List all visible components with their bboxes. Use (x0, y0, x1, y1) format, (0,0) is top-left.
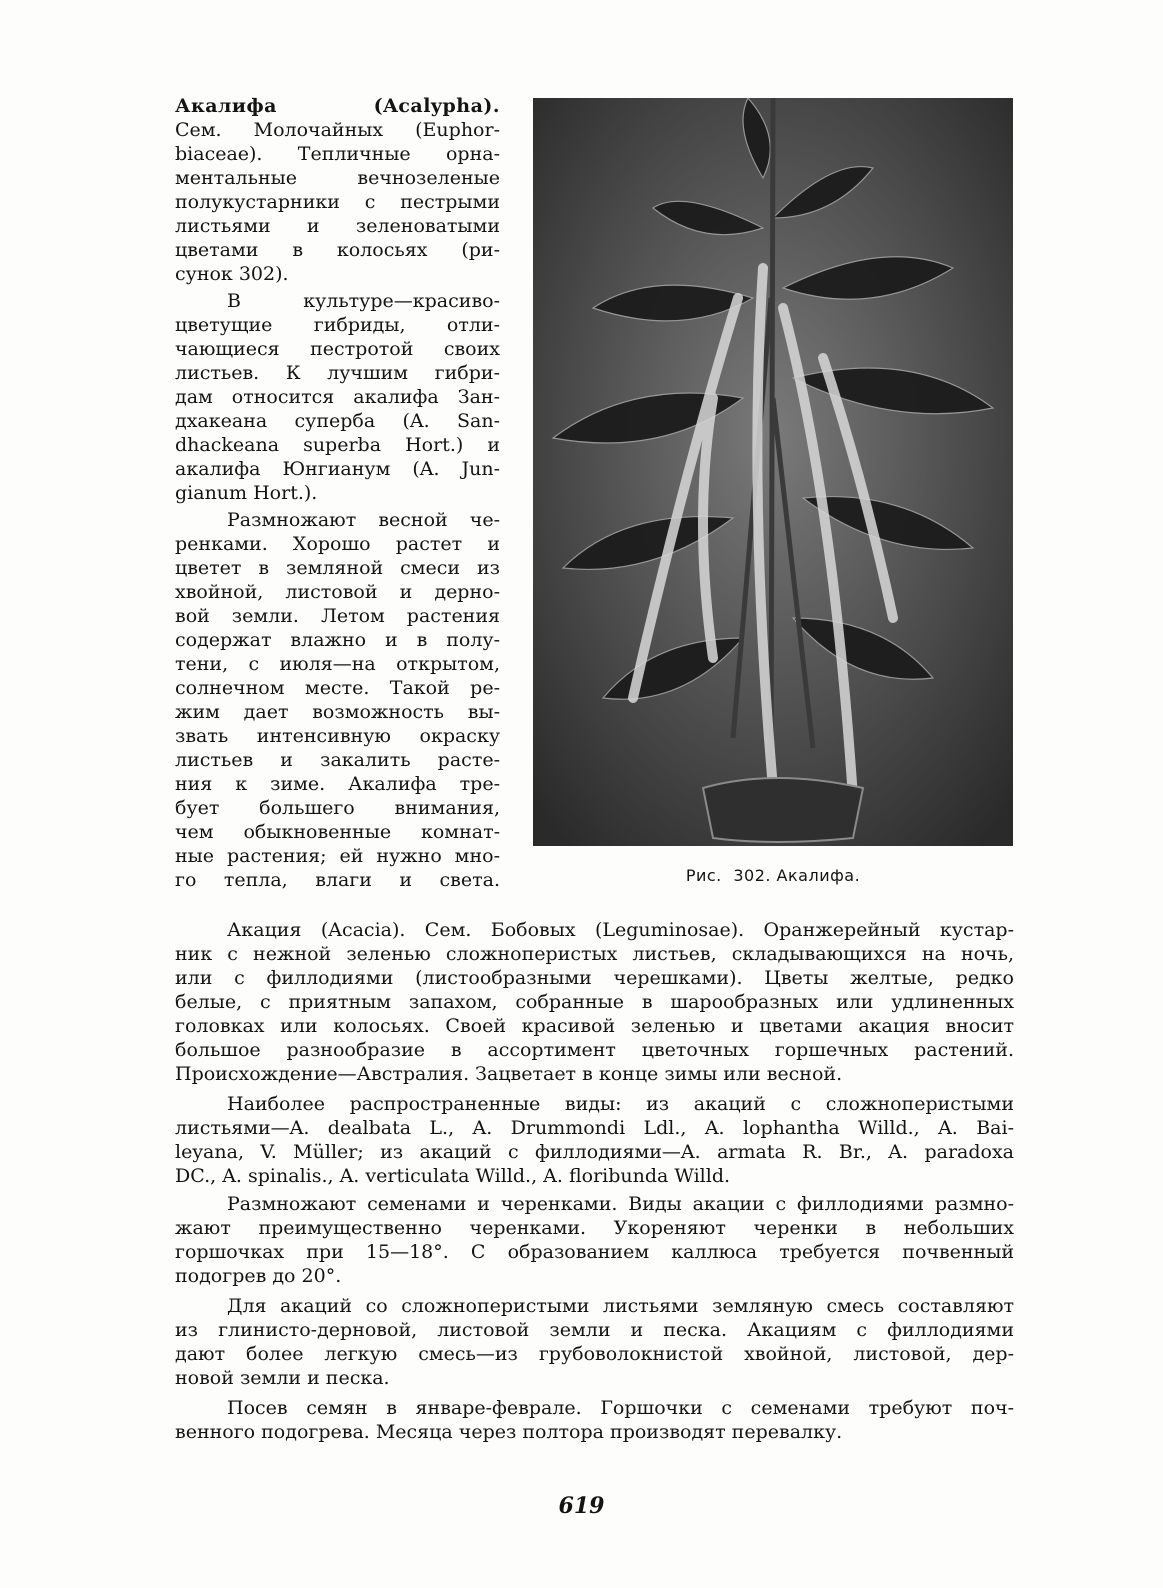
acalypha-line: чающиеся пестротой своих (175, 338, 500, 360)
acacia-line: дают более легкую смесь—из грубоволокнистой хвойной, листовой, дер- (175, 1343, 1014, 1365)
acalypha-line: ные растения; ей нужно мно- (175, 845, 500, 867)
acacia-line: или с филлодиями (листообразными черешками). Цветы желтые, редко (175, 967, 1014, 989)
acalypha-line: дхакеана суперба (A. San- (175, 410, 500, 432)
acalypha-line: полукустарники с пестрыми (175, 191, 500, 213)
acalypha-line: biaceae). Тепличные орна- (175, 143, 500, 165)
acalypha-line: вой земли. Летом растения (175, 605, 500, 627)
acalypha-line: dhackeana superba Hort.) и (175, 434, 500, 456)
acalypha-line: Сем. Молочайных (Euphor- (175, 119, 500, 141)
acacia-line: горшочках при 15—18°. С образованием каллюса требуется почвенный (175, 1241, 1014, 1263)
acacia-line: Происхождение—Австралия. Зацветает в конце зимы или весной. (175, 1063, 843, 1085)
acacia-line: подогрев до 20°. (175, 1265, 342, 1287)
acalypha-line: хвойной, листовой и дерно- (175, 581, 500, 603)
acalypha-line: листьями и зеленоватыми (175, 215, 500, 237)
acalypha-line: ментальные вечнозеленые (175, 167, 500, 189)
acalypha-line: го тепла, влаги и света. (175, 869, 500, 891)
acacia-line: из глинисто-дерновой, листовой земли и песка. Акациям с филлодиями (175, 1319, 1014, 1341)
plant-illustration (533, 98, 1013, 846)
acalypha-line: Акалифа (Acalypha). (175, 95, 500, 117)
acalypha-line: дам относится акалифа Зан- (175, 386, 500, 408)
caption-label: Рис. (685, 866, 722, 885)
figure-caption (533, 866, 1013, 885)
acalypha-line: содержат влажно и в полу- (175, 629, 500, 651)
acalypha-line: бует большего внимания, (175, 797, 500, 819)
acacia-line: Посев семян в январе-феврале. Горшочки с семенами требуют поч- (227, 1397, 1014, 1419)
page-number: 619 (558, 1493, 605, 1519)
flower-pot (703, 778, 863, 842)
acalypha-line: листьев. К лучшим гибри- (175, 362, 500, 384)
acalypha-line: ренками. Хорошо растет и (175, 533, 500, 555)
acalypha-line: чем обыкновенные комнат- (175, 821, 500, 843)
acacia-line: DC., A. spinalis., A. verticulata Willd., A. floribunda Willd. (175, 1165, 731, 1187)
acalypha-line: солнечном месте. Такой ре- (175, 677, 500, 699)
acacia-line: венного подогрева. Месяца через полтора производят перевалку. (175, 1421, 843, 1443)
acalypha-line: сунок 302). (175, 263, 289, 285)
acalypha-line: цветами в колосьях (ри- (175, 239, 500, 261)
acalypha-line: листьев и закалить расте- (175, 749, 500, 771)
acacia-line: Наиболее распространенные виды: из акаций с сложноперистыми (227, 1093, 1014, 1115)
acacia-line: Акация (Acacia). Сем. Бобовых (Leguminosae). Оранжерейный кустар- (227, 919, 1014, 941)
acalypha-line: ния к зиме. Акалифа тре- (175, 773, 500, 795)
acacia-line: жают преимущественно черенками. Укореняют черенки в небольших (175, 1217, 1014, 1239)
acalypha-photo (533, 98, 1013, 846)
acacia-line: Размножают семенами и черенками. Виды акации с филлодиями размно- (227, 1193, 1014, 1215)
acalypha-line: цветущие гибриды, отли- (175, 314, 500, 336)
acacia-line: ник с нежной зеленью сложноперистых листьев, складывающихся на ночь, (175, 943, 1014, 965)
acalypha-line: цветет в земляной смеси из (175, 557, 500, 579)
acalypha-line: gianum Hort.). (175, 482, 318, 504)
acacia-line: листьями—A. dealbata L., A. Drummondi Ldl., A. lophantha Willd., A. Bai- (175, 1117, 1014, 1139)
acacia-line: Для акаций со сложноперистыми листьями земляную смесь составляют (227, 1295, 1014, 1317)
acacia-line: головках или колосьях. Своей красивой зеленью и цветами акация вносит (175, 1015, 1014, 1037)
acacia-line: новой земли и песка. (175, 1367, 390, 1389)
acalypha-line: Размножают весной че- (227, 509, 500, 531)
acacia-line: белые, с приятным запахом, собранные в шарообразных или удлиненных (175, 991, 1014, 1013)
acalypha-line: акалифа Юнгианум (A. Jun- (175, 458, 500, 480)
acalypha-line: В культуре—красиво- (227, 290, 500, 312)
acalypha-line: звать интенсивную окраску (175, 725, 500, 747)
acacia-line: leyana, V. Müller; из акаций с филлодиями—A. armata R. Br., A. paradoxa (175, 1141, 1014, 1163)
acalypha-line: жим дает возможность вы- (175, 701, 500, 723)
acalypha-line: тени, с июля—на открытом, (175, 653, 500, 675)
caption-text: 302. Акалифа. (733, 866, 861, 885)
acacia-line: большое разнообразие в ассортимент цветочных горшечных растений. (175, 1039, 1014, 1061)
